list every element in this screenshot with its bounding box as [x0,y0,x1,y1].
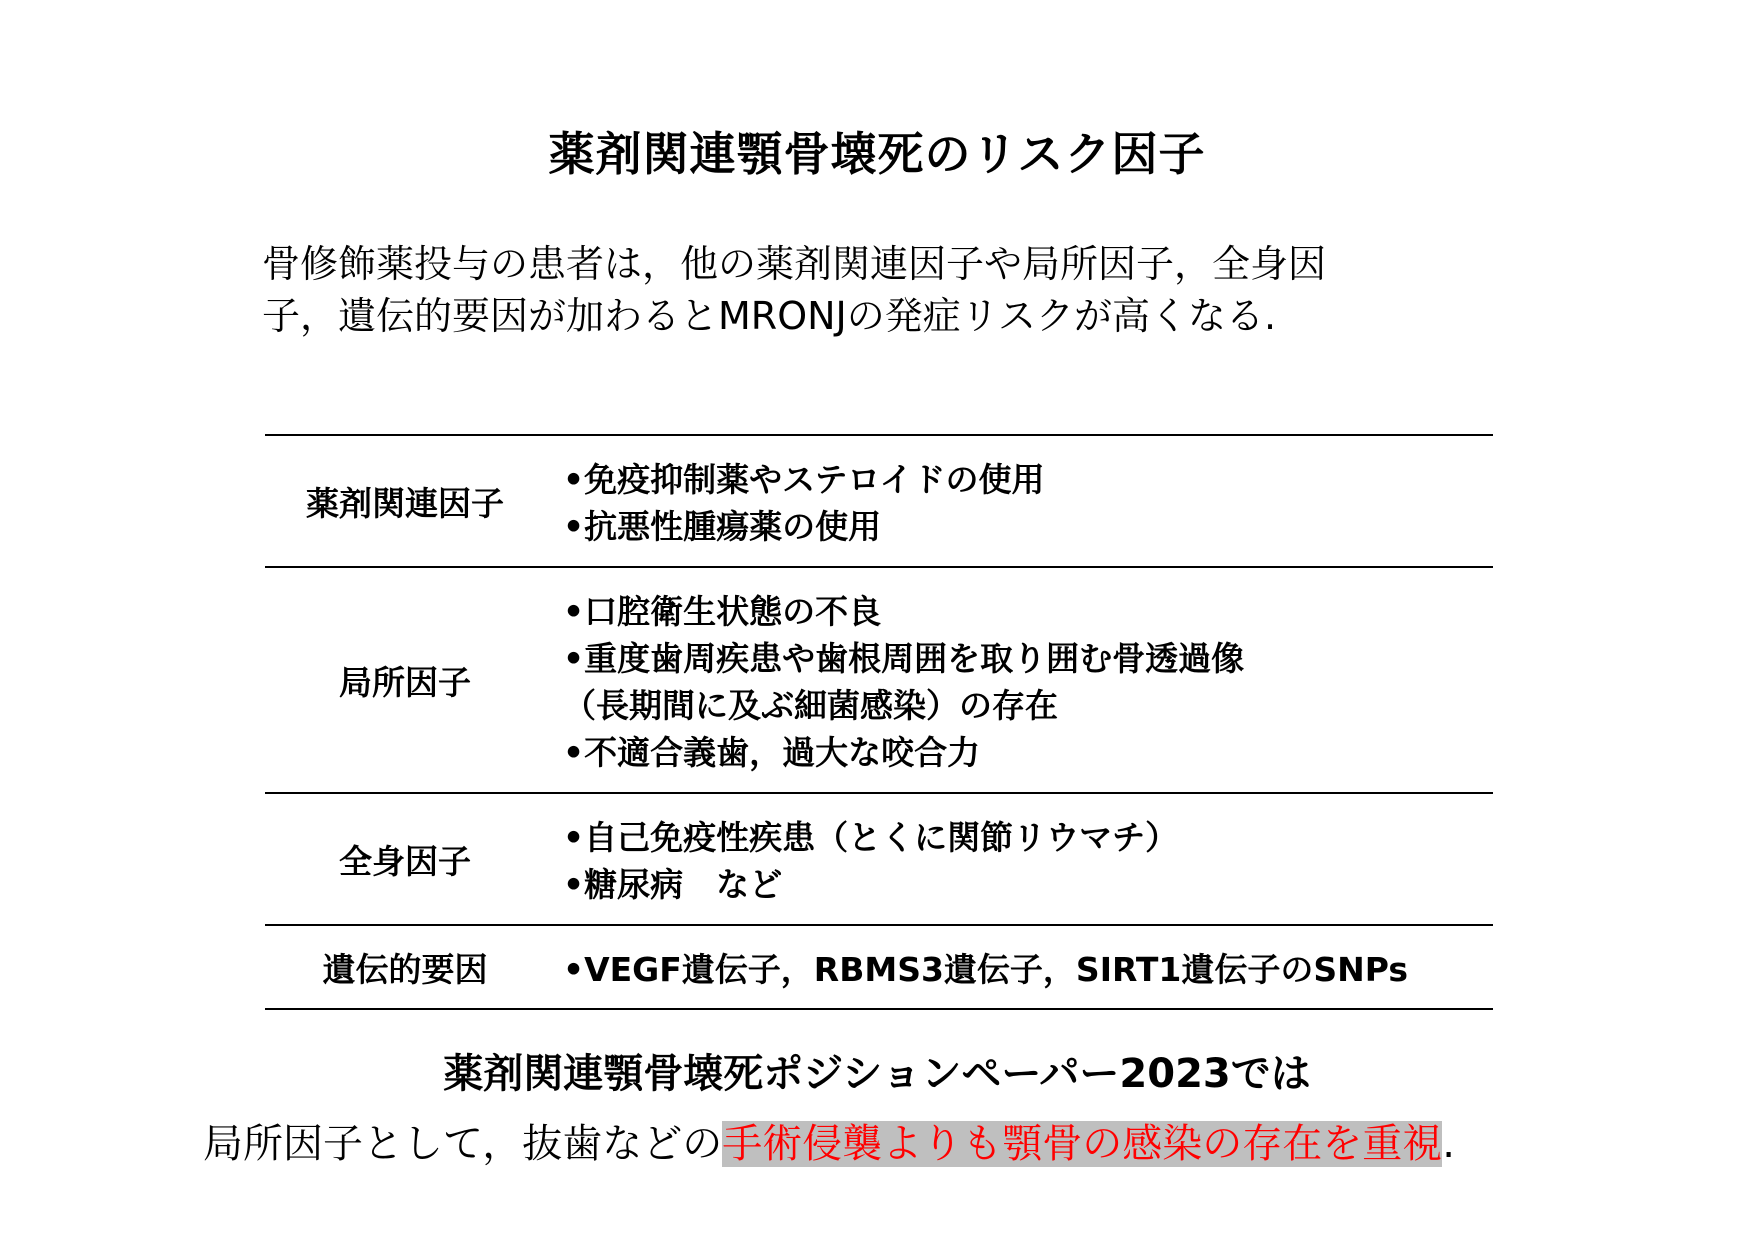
factor-item: •免疫抑制薬やステロイドの使用 [563,460,1045,499]
factor-item: •抗悪性腫瘍薬の使用 [563,507,882,546]
conclusion-heading: 薬剤関連顎骨壊死ポジションペーパー2023では [443,1051,1311,1097]
conclusion-highlight: 手術侵襲よりも顎骨の感染の存在を重視 [722,1121,1443,1167]
factor-item: •不適合義歯，過大な咬合力 [563,733,981,772]
category-label: 薬剤関連因子 [306,483,504,523]
factor-item: •口腔衛生状態の不良 [563,592,882,631]
intro-line-1: 骨修飾薬投与の患者は，他の薬剤関連因子や局所因子，全身因 [262,242,1327,286]
page-title: 薬剤関連顎骨壊死のリスク因子 [548,127,1206,181]
table-row-genetic-factors [265,925,1493,1009]
intro-paragraph [262,238,1512,342]
factor-item: （長期間に及ぶ細菌感染）の存在 [563,686,1058,725]
conclusion-statement [203,1112,1455,1169]
factor-item: •VEGF遺伝子，RBMS3遺伝子，SIRT1遺伝子のSNPs [563,949,1409,989]
factor-item: •糖尿病 など [563,865,783,904]
category-label: 遺伝的要因 [322,949,488,989]
category-label: 全身因子 [339,841,471,881]
factor-item: •重度歯周疾患や歯根周囲を取り囲む骨透過像 [563,639,1245,678]
table-row-drug-factors [265,435,1493,567]
factor-items [545,567,1493,793]
factor-items [545,925,1493,1009]
factor-item: •自己免疫性疾患（とくに関節リウマチ） [563,818,1179,857]
table-row-local-factors [265,567,1493,793]
category-label: 局所因子 [339,662,471,702]
factor-items [545,435,1493,567]
conclusion-suffix: . [1442,1121,1455,1167]
intro-line-2: 子，遺伝的要因が加わるとMRONJの発症リスクが高くなる. [262,294,1277,338]
risk-factor-table [265,434,1493,1010]
table-row-systemic-factors [265,793,1493,925]
factor-items [545,793,1493,925]
conclusion-prefix: 局所因子として，抜歯などの [203,1121,723,1167]
